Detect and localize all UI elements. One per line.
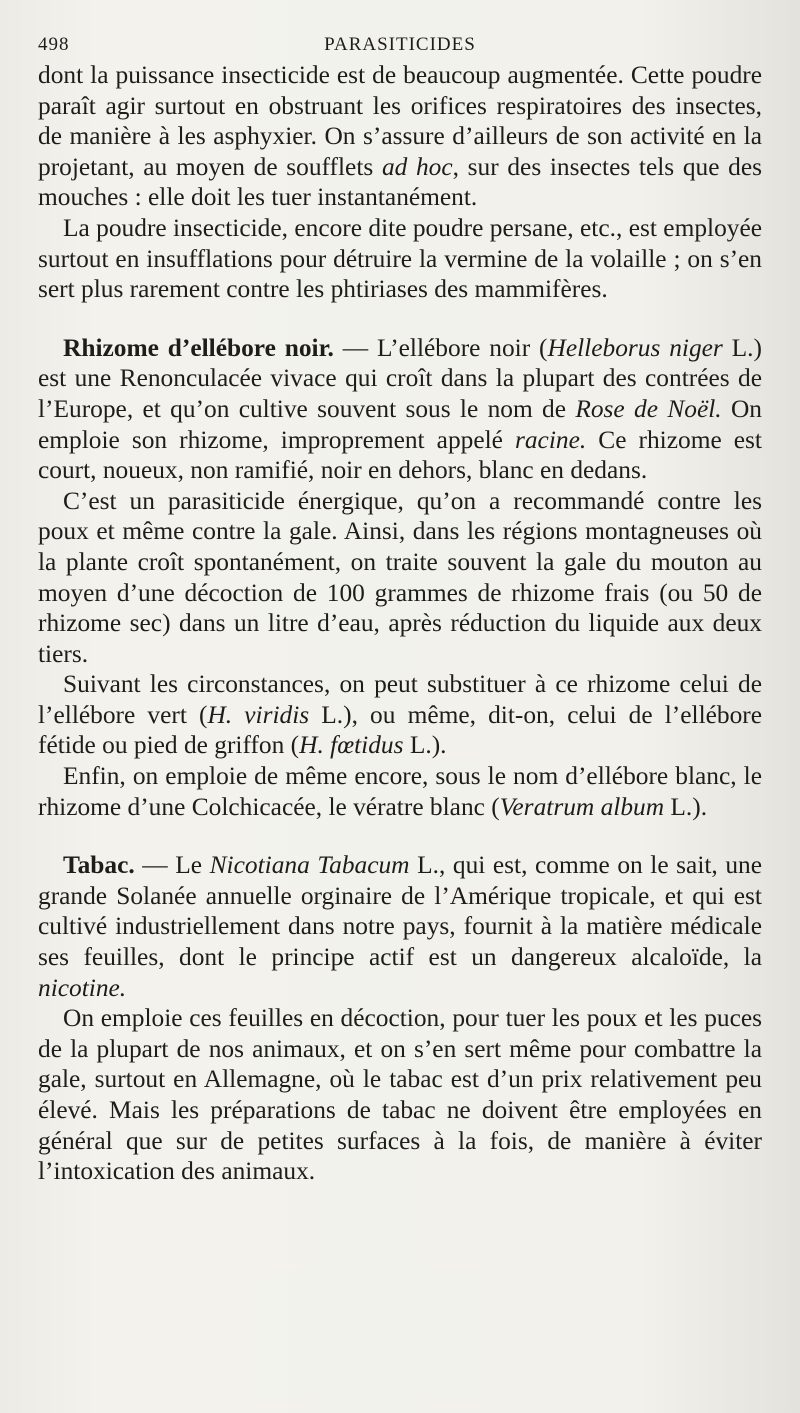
paragraph-decoction: On emploie ces feuilles en décoction, pour tuer les poux et les puces de la plupart de nos animaux, et on s’en sert même pour combattre la gale, surtout en Allemagne, où le tabac est d’un prix relativement peu élevé. Mais les préparations de tabac ne doivent être employées en général que sur de petites surfaces à la fois, de manière à éviter l’intoxication des animaux. — [38, 1004, 762, 1186]
paragraph-poudre-continued: dont la puissance insecticide est de beaucoup augmentée. Cette poudre paraît agir surtout en obstruant les orifices respiratoires des insectes, de manière à les asphyxier. On s’assure d’ailleurs de son activité en la projetant, au moyen de soufflets ad hoc, sur des insectes tels que des mouches : elle doit les tuer instantanément. — [38, 61, 762, 212]
latin-ad-hoc: ad hoc — [381, 152, 453, 181]
paragraph-ellebore-blanc: Enfin, on emploie de même encore, sous le nom d’ellébore blanc, le rhizome d’une Colchicacée, le vératre blanc (Veratrum album L.). — [38, 762, 762, 821]
page-number: 498 — [38, 34, 70, 55]
page-header — [38, 30, 762, 60]
section-ellebore-noir: Rhizome d’ellébore noir. — L’ellébore noir (Helleborus niger L.) est une Renonculacée vivace qui croît dans la plupart des contrées de l’Europe, et qu’on cultive souvent sous le nom de Rose de Noël. On emploie son rhizome, improprement appelé racine. Ce rhizome est court, noueux, non ramifié, noir en dehors, blanc en dedans. — [38, 333, 762, 485]
paragraph-substituts: Suivant les circonstances, on peut substituer à ce rhizome celui de l’ellébore vert (H. viridis L.), ou même, dit-on, celui de l’ellébore fétide ou pied de griffon (H. fœtidus L.). — [38, 670, 763, 760]
paragraph-poudre-persane: La poudre insecticide, encore dite poudre persane, etc., est employée surtout en insufflations pour détruire la vermine de la volaille ; on s’en sert plus rarement contre les phtiriases des mammifères. — [38, 213, 762, 304]
running-title: PARASITICIDES — [324, 34, 476, 55]
paragraph-parasiticide: C’est un parasiticide énergique, qu’on a recommandé contre les poux et même contre la gale. Ainsi, dans les régions montagneuses où la plante croît spontanément, on traite souvent la gale du mouton au moyen d’une décoction de 100 grammes de rhizome frais (ou 50 de rhizome sec) dans un litre d’eau, après réduction du liquide aux deux tiers. — [38, 486, 762, 668]
section-heading-ellebore: Rhizome d’ellébore noir. — [63, 333, 334, 362]
body-text — [38, 60, 762, 1187]
section-tabac: Tabac. — Le Nicotiana Tabacum L., qui est, comme on le sait, une grande Solanée annuelle orginaire de l’Amérique tropicale, et qui est cultivé industriellement dans notre pays, fournit à la matière médicale ses feuilles, dont le principe actif est un dangereux alcaloïde, la nicotine. — [38, 851, 763, 1002]
section-heading-tabac: Tabac. — [63, 851, 135, 880]
